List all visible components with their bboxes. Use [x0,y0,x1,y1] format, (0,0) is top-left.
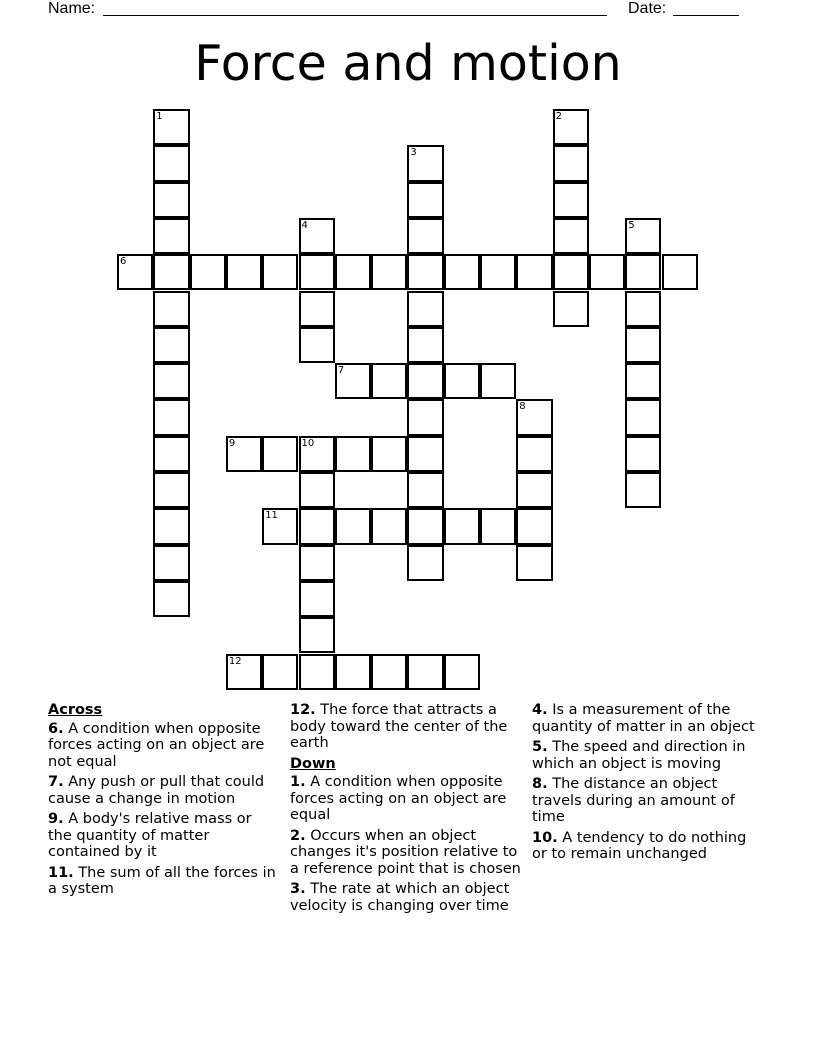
grid-cell[interactable] [589,254,625,290]
grid-cell[interactable] [299,472,335,508]
grid-cell[interactable] [625,436,661,472]
grid-cell[interactable] [444,508,480,544]
clue-across-6 [48,721,280,771]
grid-cell[interactable] [407,472,443,508]
grid-cell[interactable] [553,109,589,145]
clue-text: A condition when opposite forces acting on an object are equal [290,774,507,823]
grid-cell[interactable] [407,218,443,254]
grid-cell[interactable] [262,654,298,690]
clue-down-10 [532,830,764,863]
grid-cell[interactable] [407,145,443,181]
clue-text: The sum of all the forces in a system [48,864,276,897]
grid-cell[interactable] [153,436,189,472]
clue-number-label: 4 [301,219,308,231]
grid-cell[interactable] [153,399,189,435]
clue-text: A tendency to do nothing or to remain unchanged [532,829,747,862]
grid-cell[interactable] [553,182,589,218]
grid-cell[interactable] [371,254,407,290]
grid-cell[interactable] [262,436,298,472]
grid-cell[interactable] [153,508,189,544]
grid-cell[interactable] [553,291,589,327]
grid-cell[interactable] [407,508,443,544]
clues-column-3 [532,702,764,867]
grid-cell[interactable] [153,545,189,581]
clues-column-1 [48,702,280,902]
grid-cell[interactable] [299,218,335,254]
grid-cell[interactable] [444,654,480,690]
grid-cell[interactable] [153,182,189,218]
across-heading: Across [48,702,103,718]
grid-cell[interactable] [407,436,443,472]
name-label: Name: [48,0,96,17]
clue-across-7 [48,774,280,807]
grid-cell[interactable] [371,363,407,399]
clue-number-label: 10 [301,437,315,449]
page-title: Force and motion [194,35,622,92]
grid-cell[interactable] [371,654,407,690]
clue-number: 12. [290,702,316,718]
grid-cell[interactable] [371,508,407,544]
clue-down-8 [532,776,764,826]
grid-cell[interactable] [480,363,516,399]
clue-down-4 [532,702,764,735]
clue-text: A body's relative mass or the quantity of matter contained by it [48,811,252,860]
clue-text: The distance an object travels during an amount of time [532,776,735,825]
grid-cell[interactable] [299,291,335,327]
clue-text: The speed and direction in which an object is moving [532,739,746,772]
clue-text: The rate at which an object velocity is changing over time [290,881,510,914]
grid-cell[interactable] [262,254,298,290]
grid-cell[interactable] [153,218,189,254]
clue-number-label: 9 [228,437,236,449]
grid-cell[interactable] [153,254,189,290]
clue-number-label: 6 [120,256,127,268]
grid-cell[interactable] [117,254,153,290]
grid-cell[interactable] [516,436,552,472]
grid-cell[interactable] [625,327,661,363]
grid-cell[interactable] [407,327,443,363]
clue-number: 9. [48,811,64,827]
clue-across-11 [48,865,280,898]
grid-cell[interactable] [226,436,262,472]
clue-text: Occurs when an object changes it's position relative to a reference point that is chosen [290,827,521,877]
clue-down-5 [532,739,764,772]
clue-number: 6. [48,720,64,737]
grid-cell[interactable] [444,254,480,290]
clue-across-12 [290,702,522,752]
grid-cell[interactable] [480,254,516,290]
grid-cell[interactable] [625,472,661,508]
grid-cell[interactable] [625,291,661,327]
date-label: Date: [628,0,667,17]
grid-cell[interactable] [153,363,189,399]
grid-cell[interactable] [190,254,226,290]
grid-cell[interactable] [371,436,407,472]
grid-cell[interactable] [516,508,552,544]
clue-number: 4. [532,702,548,718]
clue-number: 1. [290,774,306,790]
grid-cell[interactable] [516,399,552,435]
grid-cell[interactable] [153,472,189,508]
down-heading: Down [290,755,336,772]
grid-cell[interactable] [299,327,335,363]
clue-number: 2. [290,827,306,844]
clue-number-label: 12 [228,655,242,667]
clue-number: 11. [48,864,74,881]
clue-number-label: 1 [156,111,163,122]
grid-cell[interactable] [625,363,661,399]
grid-cell[interactable] [299,581,335,617]
clue-number: 7. [48,774,64,790]
grid-cell[interactable] [625,399,661,435]
grid-cell[interactable] [407,182,443,218]
grid-cell[interactable] [407,399,443,435]
clue-text: Any push or pull that could cause a change in motion [48,774,265,807]
clue-number-label: 2 [555,111,562,122]
grid-cell[interactable] [335,254,371,290]
clue-number: 8. [532,776,548,792]
grid-cell[interactable] [407,545,443,581]
grid-cell[interactable] [335,436,371,472]
grid-cell[interactable] [480,508,516,544]
grid-cell[interactable] [553,145,589,181]
clue-down-2 [290,828,522,878]
clue-number: 3. [290,881,306,897]
grid-cell[interactable] [299,508,335,544]
clues-column-2 [290,702,522,918]
clue-text: The force that attracts a body toward the center of the earth [290,702,508,751]
grid-cell[interactable] [299,254,335,290]
grid-cell[interactable] [153,109,189,145]
grid-cell[interactable] [153,581,189,617]
clue-number-label: 11 [265,510,278,522]
grid-cell[interactable] [299,436,335,472]
grid-cell[interactable] [299,617,335,653]
grid-cell[interactable] [335,654,371,690]
clue-text: Is a measurement of the quantity of matter in an object [532,702,755,735]
clue-number-label: 3 [410,147,417,159]
clue-number: 5. [532,739,548,755]
clue-number-label: 5 [628,219,635,231]
grid-cell[interactable] [335,508,371,544]
clue-across-9 [48,811,280,861]
clue-number: 10. [532,829,558,846]
grid-cell[interactable] [444,363,480,399]
grid-cell[interactable] [625,218,661,254]
clue-down-1 [290,774,522,824]
grid-cell[interactable] [516,545,552,581]
grid-cell[interactable] [516,472,552,508]
grid-cell[interactable] [625,254,661,290]
grid-cell[interactable] [262,508,298,544]
clue-text: A condition when opposite forces acting on an object are not equal [48,720,265,770]
grid-cell[interactable] [153,327,189,363]
grid-cell[interactable] [662,254,698,290]
grid-cell[interactable] [153,145,189,181]
clue-number-label: 7 [337,365,345,377]
grid-cell[interactable] [299,545,335,581]
grid-cell[interactable] [553,218,589,254]
grid-cell[interactable] [407,291,443,327]
grid-cell[interactable] [299,654,335,690]
grid-cell[interactable] [407,654,443,690]
grid-cell[interactable] [153,291,189,327]
grid-cell[interactable] [407,363,443,399]
grid-cell[interactable] [553,254,589,290]
grid-cell[interactable] [516,254,552,290]
grid-cell[interactable] [335,363,371,399]
grid-cell[interactable] [407,254,443,290]
clue-number-label: 8 [519,401,526,413]
grid-cell[interactable] [226,254,262,290]
clue-down-3 [290,881,522,914]
grid-cell[interactable] [226,654,262,690]
